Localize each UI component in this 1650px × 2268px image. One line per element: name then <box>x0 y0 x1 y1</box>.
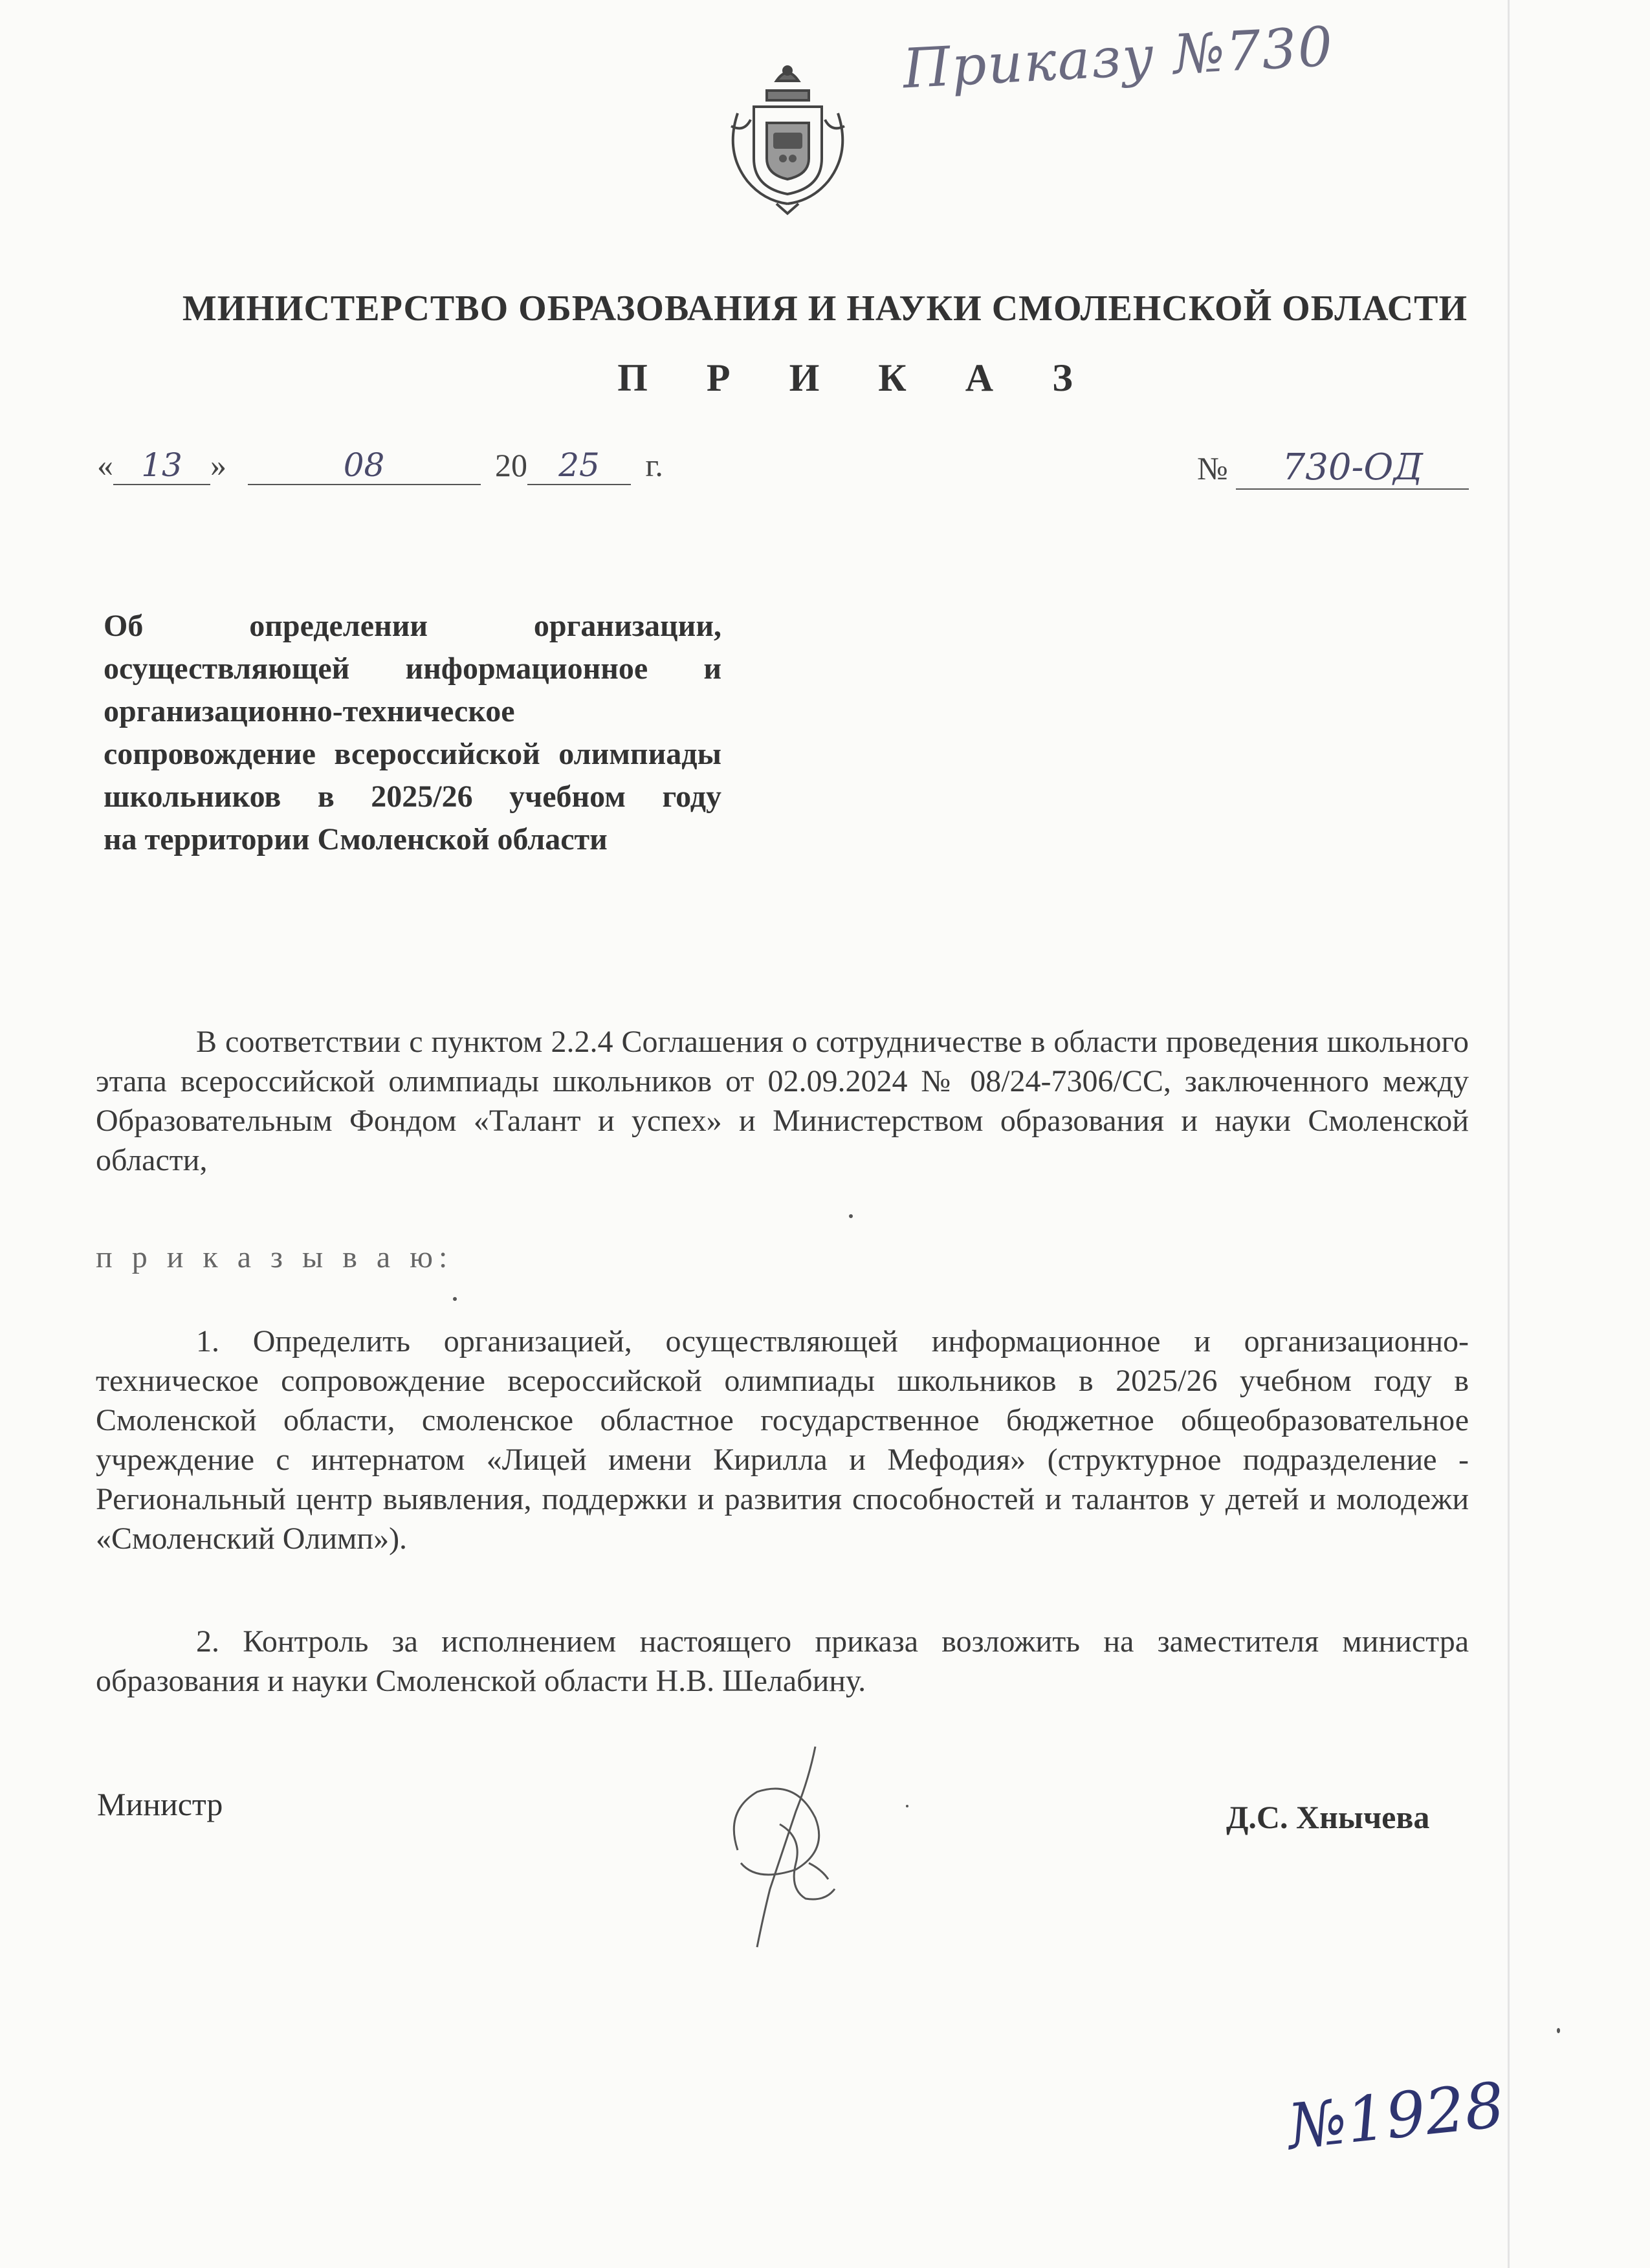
scan-speck <box>849 1214 853 1218</box>
subject-text: Об определении организации, осуществляющей информационное и организационно-техническое сопровождение всероссийской олимпиады школьников в 2025/26 учебном году <box>104 609 721 814</box>
scan-speck <box>1557 2028 1560 2033</box>
page-edge <box>1508 0 1510 2268</box>
subject-last-line: на территории Смоленской области <box>104 822 608 856</box>
handwritten-annotation-bottom: №1928 <box>1284 2068 1508 2164</box>
handwritten-annotation-top: Приказу №730 <box>901 14 1336 101</box>
order-word: п р и к а з ы в а ю: <box>96 1240 454 1274</box>
scan-speck <box>453 1297 457 1301</box>
date-open-quote: « <box>97 447 113 483</box>
date-year-mark: г. <box>645 447 663 483</box>
order-number <box>1197 446 1469 490</box>
date-year-prefix: 20 <box>495 447 527 483</box>
document-type-title: П Р И К А З <box>617 356 1097 399</box>
order-item-2: 2. Контроль за исполнением настоящего приказа возложить на заместителя министра образования и науки Смоленской области Н.В. Шелабину. <box>96 1624 1469 1698</box>
number-prefix: № <box>1197 450 1228 486</box>
date-year-suffix: 25 <box>527 446 631 485</box>
ministry-name: МИНИСТЕРСТВО ОБРАЗОВАНИЯ И НАУКИ СМОЛЕНСКОЙ ОБЛАСТИ <box>182 289 1468 329</box>
date-close-quote: » <box>210 447 226 483</box>
signatory-name: Д.С. Хнычева <box>1226 1799 1430 1835</box>
handwritten-signature <box>718 1740 874 1954</box>
coat-of-arms-icon <box>718 61 857 217</box>
order-date <box>97 446 663 485</box>
scan-speck <box>906 1805 908 1807</box>
order-subject <box>104 605 721 861</box>
signatory-role: Министр <box>97 1786 223 1822</box>
date-month: 08 <box>248 446 481 485</box>
preamble-paragraph: В соответствии с пунктом 2.2.4 Соглашения о сотрудничестве в области проведения школьного этапа всероссийской олимпиады школьников от 02.09.2024 № 08/24-7306/СС, заключенного между Образовательным Фондом «Талант и успех» и Министерством образования и науки Смоленской области, <box>96 1025 1469 1177</box>
order-item-1: 1. Определить организацией, осуществляющей информационное и организационно-техническое сопровождение всероссийской олимпиады школьников в 2025/26 учебном году в Смоленской области, смоленское областное государственное бюджетное общеобразовательное учреждение с интернатом «Лицей имени Кирилла и Мефодия» (структурное подразделение - Региональный центр выявления, поддержки и развития способностей и талантов у детей и молодежи «Смоленский Олимп»). <box>96 1324 1469 1556</box>
date-day: 13 <box>113 446 210 485</box>
number-value: 730-ОД <box>1236 446 1469 490</box>
